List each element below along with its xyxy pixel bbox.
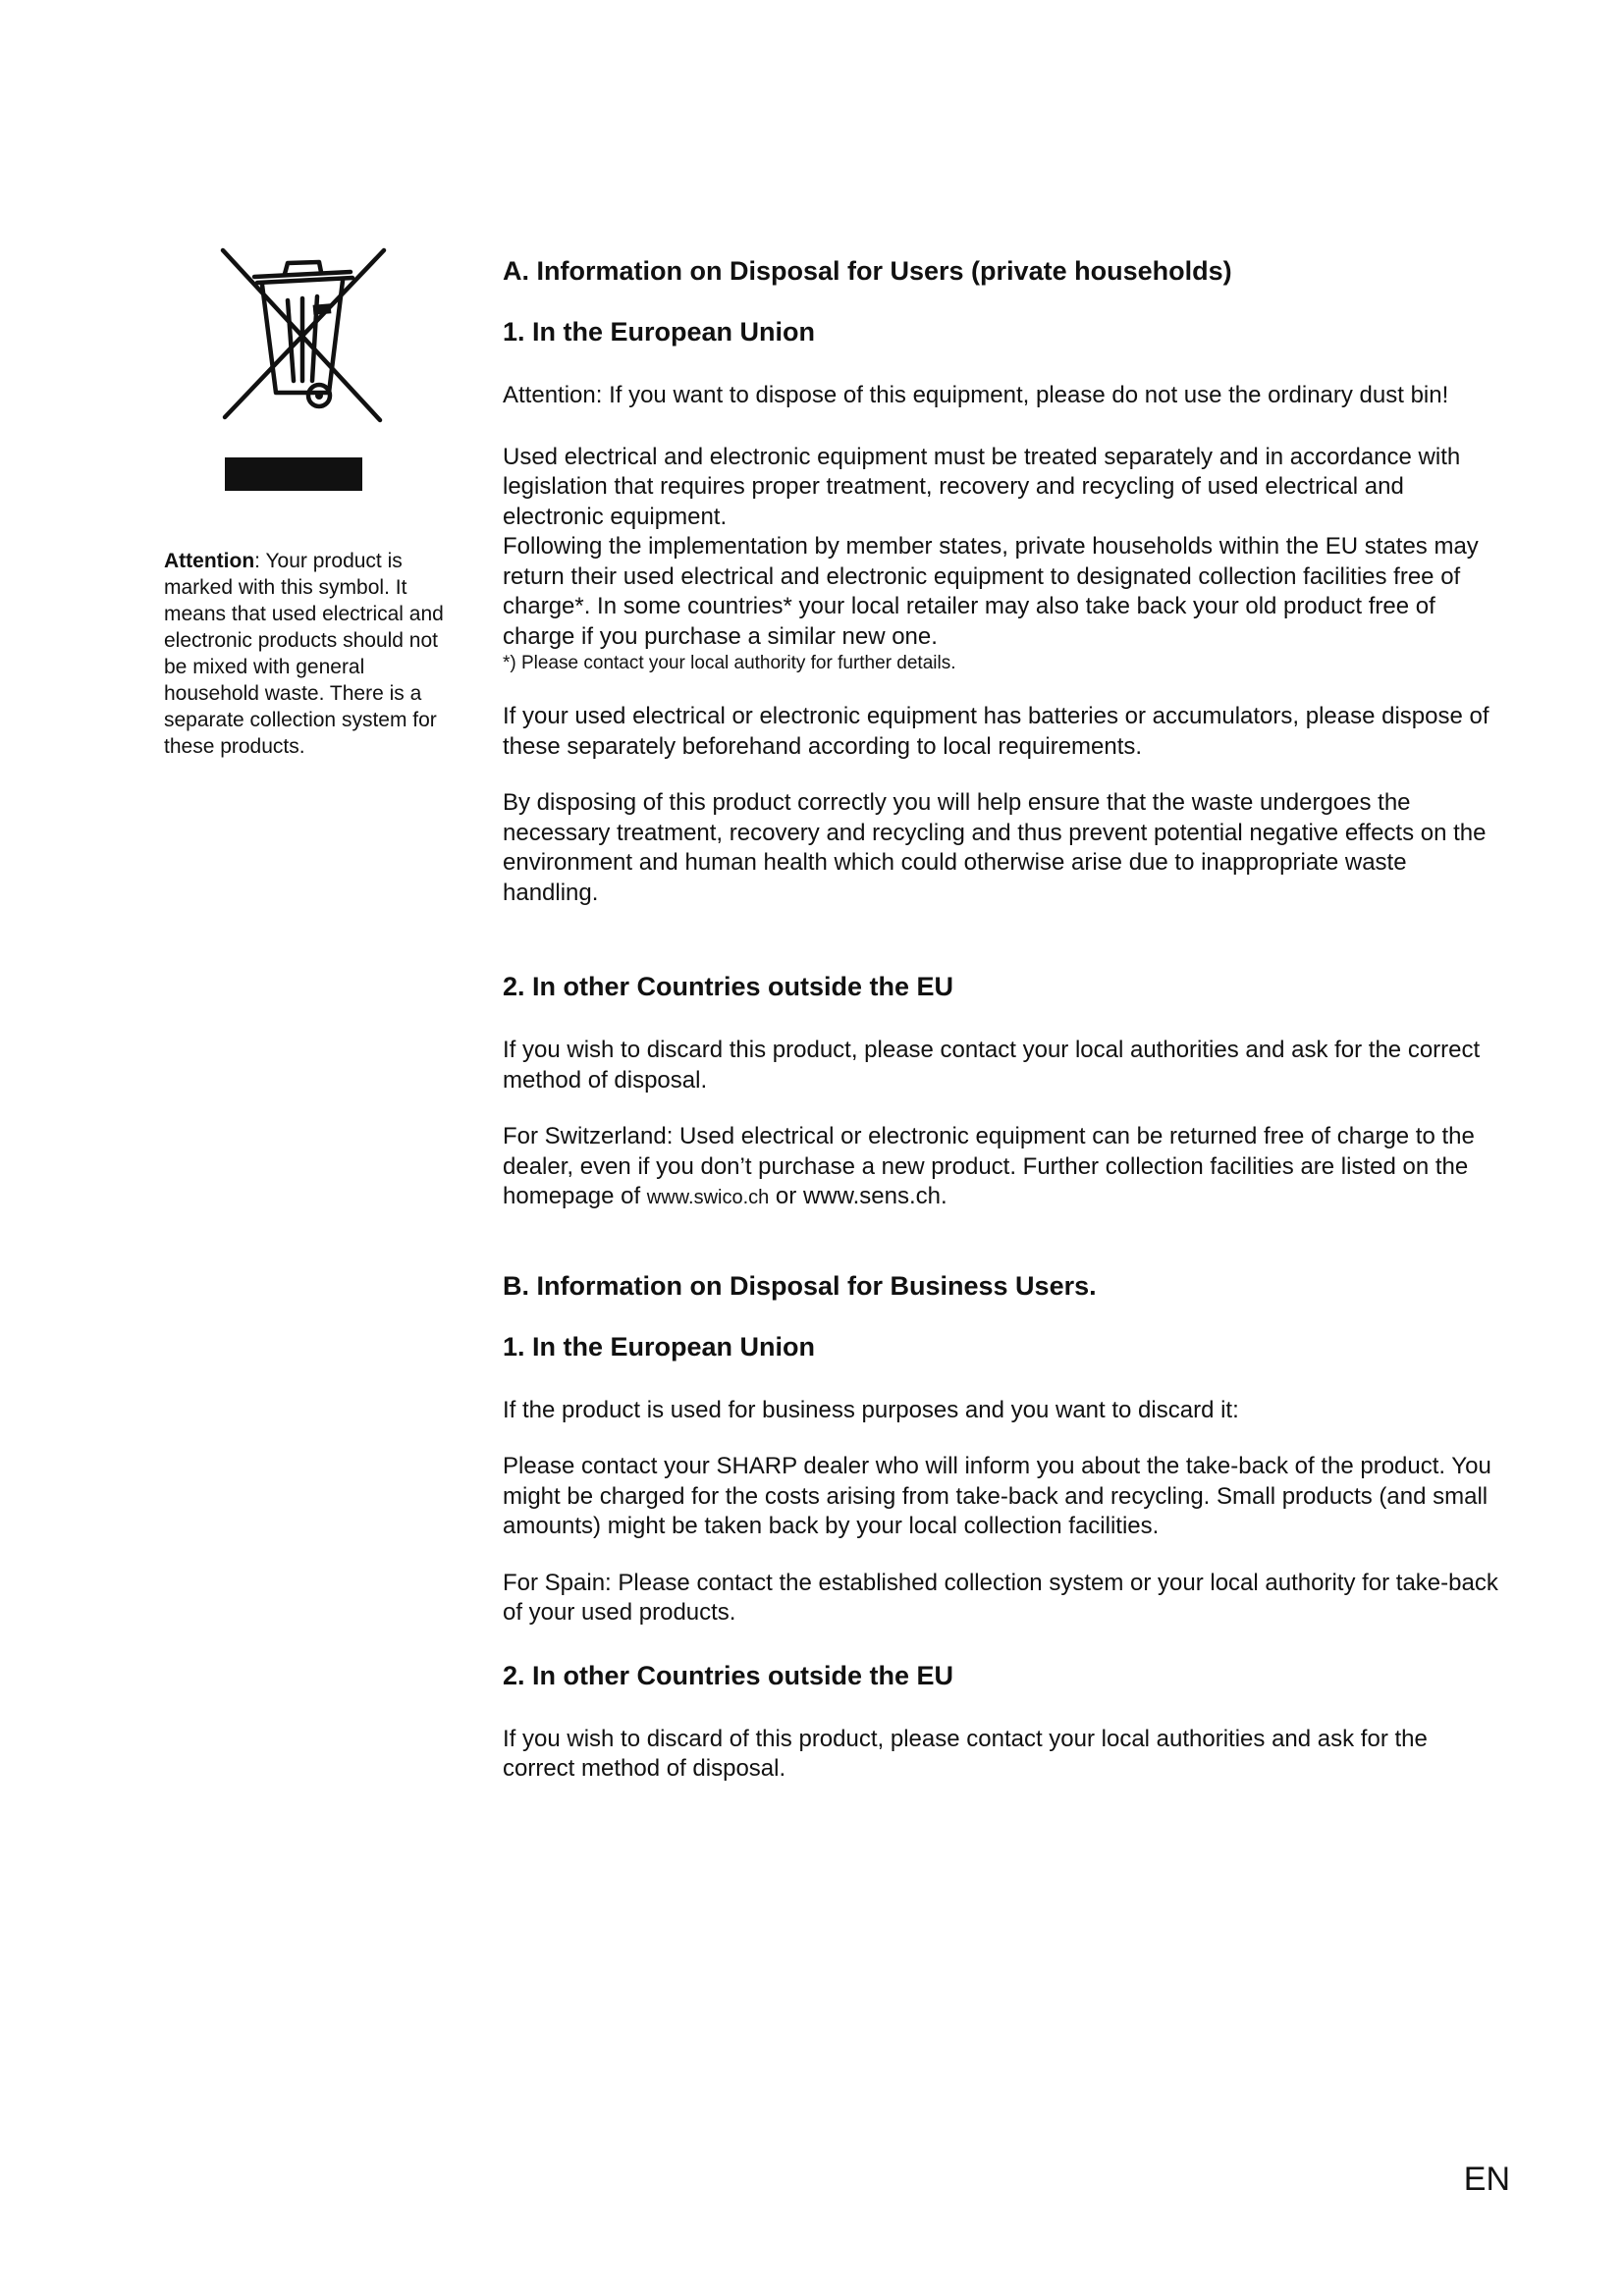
section-a-eu-footnote: *) Please contact your local authority for further details. xyxy=(503,653,956,673)
section-b-other-p1: If you wish to discard of this product, please contact your local authorities and ask for the correct method of disposal. xyxy=(503,1725,1428,1782)
section-a-eu-p2b: Following the implementation by member states, private households within the EU states may return their used electrical and electronic equipment to designated collection facilities free of charge*. In some countries* your local retailer may also take back your old product free of charge if you purchase a similar new one. xyxy=(503,533,1479,650)
section-b-eu-p1: If the product is used for business purposes and you want to discard it: xyxy=(503,1396,1239,1423)
section-a-eu-p2a: Used electrical and electronic equipment must be treated separately and in accordance with legislation that requires proper treatment, recovery and recycling of used electrical and electronic equipment. xyxy=(503,443,1461,530)
section-a-eu-p1: Attention: If you want to dispose of this equipment, please do not use the ordinary dust bin! xyxy=(503,382,1449,408)
section-b-other-title: 2. In other Countries outside the EU xyxy=(503,1660,954,1690)
sens-link[interactable]: www.sens.ch xyxy=(802,1183,942,1209)
section-a-title: A. Information on Disposal for Users (private households) xyxy=(503,256,1232,286)
attention-label: Attention xyxy=(164,550,255,572)
section-b-eu-title: 1. In the European Union xyxy=(503,1331,816,1362)
switzerland-text: For Switzerland: Used electrical or electronic equipment can be returned free of charge to the dealer, even if you don’t purchase a new product. Further collection facilities are listed on the homepage of xyxy=(503,1123,1475,1209)
sidebar xyxy=(164,245,449,760)
section-b-title: B. Information on Disposal for Business Users. xyxy=(503,1270,1097,1301)
section-a-eu-p3: If your used electrical or electronic equipment has batteries or accumulators, please dispose of these separately beforehand according to local requirements. xyxy=(503,703,1489,760)
crossed-out-bin-icon xyxy=(203,245,400,442)
section-a-other-title: 2. In other Countries outside the EU xyxy=(503,972,954,1001)
section-b-eu-p3: For Spain: Please contact the established collection system or your local authority for take-back of your used products. xyxy=(503,1569,1498,1626)
section-b-eu-p2: Please contact your SHARP dealer who will inform you about the take-back of the product. You might be charged for the costs arising from take-back and recycling. Small products (and small amounts) might be taken back by your local collection facilities. xyxy=(503,1453,1491,1539)
section-a-eu-title: 1. In the European Union xyxy=(503,317,816,347)
switzerland-or: or xyxy=(769,1183,803,1209)
swico-link[interactable]: www.swico.ch xyxy=(646,1187,770,1208)
section-a-other-p2 xyxy=(503,1122,1504,1213)
language-code: EN xyxy=(1463,2161,1510,2198)
section-a-eu-p2 xyxy=(503,443,1504,676)
section-a-eu-p4: By disposing of this product correctly you will help ensure that the waste undergoes the necessary treatment, recovery and recycling and thus prevent potential negative effects on the environment and human health which could otherwise arise due to inappropriate waste handling. xyxy=(503,789,1487,906)
attention-text: : Your product is marked with this symbol. It means that used electrical and electronic products should not be mixed with general household waste. There is a separate collection system for these products. xyxy=(164,550,444,758)
switzerland-end: . xyxy=(941,1183,947,1209)
main-content xyxy=(503,253,1504,1785)
section-a-other-p1: If you wish to discard this product, please contact your local authorities and ask for the correct method of disposal. xyxy=(503,1037,1481,1094)
marking-bar xyxy=(225,457,362,491)
attention-note xyxy=(164,548,449,760)
